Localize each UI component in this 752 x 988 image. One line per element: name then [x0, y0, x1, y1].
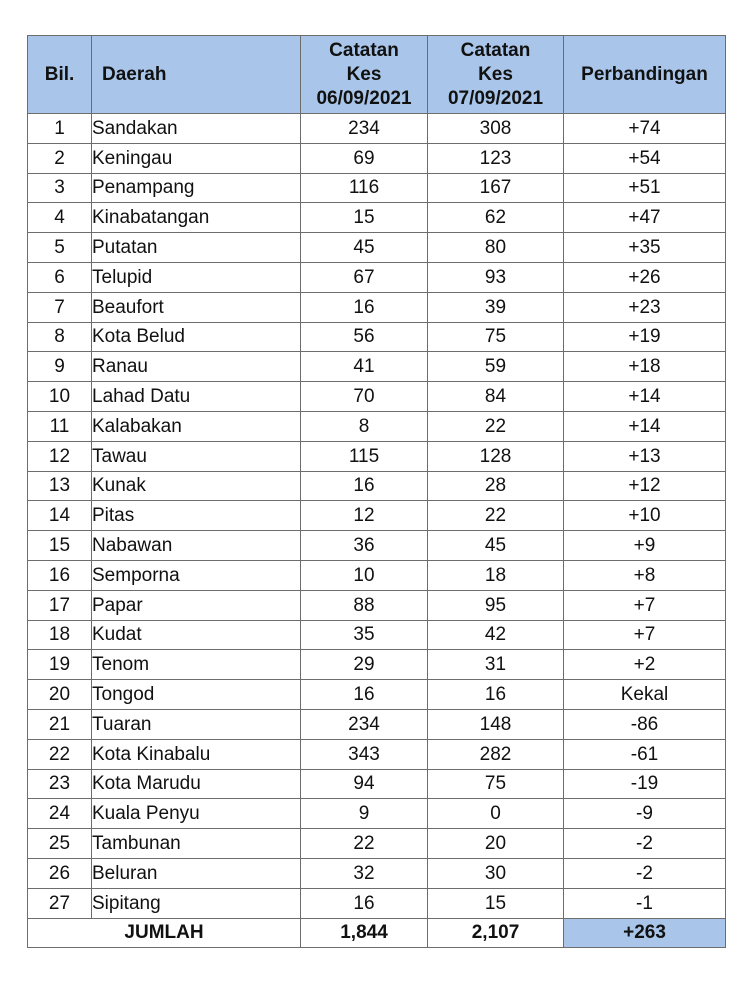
- table-header: [28, 36, 726, 114]
- cell-daerah: Tawau: [92, 441, 301, 471]
- cell-kes-07-09: 59: [428, 352, 564, 382]
- cell-kes-07-09: 28: [428, 471, 564, 501]
- cell-daerah: Ranau: [92, 352, 301, 382]
- header-kes-07-09-line2: Kes: [478, 63, 513, 85]
- table-row: [28, 233, 726, 263]
- cell-daerah: Kunak: [92, 471, 301, 501]
- cell-bil: 27: [28, 888, 92, 918]
- table-body: [28, 114, 726, 919]
- cell-kes-07-09: 75: [428, 322, 564, 352]
- cell-bil: 5: [28, 233, 92, 263]
- cell-kes-07-09: 148: [428, 709, 564, 739]
- cell-bil: 11: [28, 411, 92, 441]
- table-row: [28, 620, 726, 650]
- cell-kes-06-09: 29: [301, 650, 428, 680]
- cell-kes-06-09: 22: [301, 829, 428, 859]
- cell-kes-07-09: 22: [428, 501, 564, 531]
- header-bil: Bil.: [28, 36, 92, 114]
- header-kes-07-09: [428, 36, 564, 114]
- header-kes-07-09-line3: 07/09/2021: [447, 87, 544, 109]
- cell-daerah: Beluran: [92, 858, 301, 888]
- cell-perbandingan: +74: [564, 114, 726, 144]
- cell-kes-06-09: 10: [301, 560, 428, 590]
- cell-daerah: Semporna: [92, 560, 301, 590]
- cell-bil: 8: [28, 322, 92, 352]
- table-row: [28, 441, 726, 471]
- cell-daerah: Tongod: [92, 680, 301, 710]
- total-row: [28, 918, 726, 947]
- cell-perbandingan: +47: [564, 203, 726, 233]
- table-row: [28, 322, 726, 352]
- cell-bil: 12: [28, 441, 92, 471]
- cell-bil: 13: [28, 471, 92, 501]
- table-row: [28, 888, 726, 918]
- total-kes-06-09: 1,844: [301, 918, 428, 947]
- cell-kes-07-09: 84: [428, 382, 564, 412]
- cell-kes-06-09: 45: [301, 233, 428, 263]
- table-row: [28, 203, 726, 233]
- header-perbandingan: Perbandingan: [564, 36, 726, 114]
- table-row: [28, 680, 726, 710]
- cell-kes-07-09: 45: [428, 531, 564, 561]
- cell-kes-07-09: 167: [428, 173, 564, 203]
- total-label: JUMLAH: [28, 918, 301, 947]
- cell-bil: 9: [28, 352, 92, 382]
- cell-kes-06-09: 343: [301, 739, 428, 769]
- cell-perbandingan: -2: [564, 829, 726, 859]
- table-row: [28, 650, 726, 680]
- cell-bil: 18: [28, 620, 92, 650]
- cell-bil: 6: [28, 262, 92, 292]
- table-row: [28, 143, 726, 173]
- table-row: [28, 709, 726, 739]
- cell-perbandingan: +23: [564, 292, 726, 322]
- table-row: [28, 382, 726, 412]
- cell-kes-07-09: 123: [428, 143, 564, 173]
- cell-perbandingan: -2: [564, 858, 726, 888]
- cell-daerah: Kinabatangan: [92, 203, 301, 233]
- cell-kes-07-09: 42: [428, 620, 564, 650]
- cell-bil: 4: [28, 203, 92, 233]
- cell-perbandingan: -19: [564, 769, 726, 799]
- cell-bil: 14: [28, 501, 92, 531]
- table-row: [28, 173, 726, 203]
- cell-bil: 2: [28, 143, 92, 173]
- cell-bil: 26: [28, 858, 92, 888]
- cell-kes-07-09: 75: [428, 769, 564, 799]
- header-kes-06-09-line2: Kes: [346, 63, 382, 85]
- cell-kes-06-09: 16: [301, 292, 428, 322]
- header-kes-06-09-line1: Catatan: [329, 39, 399, 61]
- cell-kes-06-09: 32: [301, 858, 428, 888]
- cell-kes-06-09: 69: [301, 143, 428, 173]
- cell-bil: 15: [28, 531, 92, 561]
- cell-kes-07-09: 128: [428, 441, 564, 471]
- cell-daerah: Kota Marudu: [92, 769, 301, 799]
- cell-kes-06-09: 35: [301, 620, 428, 650]
- table-row: [28, 262, 726, 292]
- cell-perbandingan: -1: [564, 888, 726, 918]
- cell-bil: 7: [28, 292, 92, 322]
- cell-kes-07-09: 18: [428, 560, 564, 590]
- cell-daerah: Papar: [92, 590, 301, 620]
- cell-bil: 23: [28, 769, 92, 799]
- cell-kes-06-09: 8: [301, 411, 428, 441]
- cell-kes-07-09: 16: [428, 680, 564, 710]
- cell-perbandingan: +7: [564, 620, 726, 650]
- cell-kes-06-09: 12: [301, 501, 428, 531]
- cell-kes-06-09: 15: [301, 203, 428, 233]
- cell-bil: 24: [28, 799, 92, 829]
- cell-bil: 3: [28, 173, 92, 203]
- cell-perbandingan: +14: [564, 382, 726, 412]
- cell-perbandingan: +9: [564, 531, 726, 561]
- cell-kes-07-09: 15: [428, 888, 564, 918]
- table-row: [28, 829, 726, 859]
- cell-daerah: Tuaran: [92, 709, 301, 739]
- cell-daerah: Nabawan: [92, 531, 301, 561]
- cell-kes-06-09: 115: [301, 441, 428, 471]
- cell-daerah: Kota Belud: [92, 322, 301, 352]
- cell-kes-07-09: 20: [428, 829, 564, 859]
- cell-perbandingan: +10: [564, 501, 726, 531]
- cell-perbandingan: -86: [564, 709, 726, 739]
- table-row: [28, 560, 726, 590]
- cell-kes-06-09: 67: [301, 262, 428, 292]
- cell-kes-06-09: 88: [301, 590, 428, 620]
- table-row: [28, 501, 726, 531]
- cell-kes-06-09: 16: [301, 680, 428, 710]
- table-row: [28, 471, 726, 501]
- cell-kes-07-09: 95: [428, 590, 564, 620]
- table-row: [28, 739, 726, 769]
- cell-bil: 20: [28, 680, 92, 710]
- header-kes-07-09-line1: Catatan: [460, 39, 531, 61]
- cell-bil: 19: [28, 650, 92, 680]
- cell-daerah: Beaufort: [92, 292, 301, 322]
- table-row: [28, 352, 726, 382]
- cell-kes-07-09: 80: [428, 233, 564, 263]
- cell-kes-06-09: 41: [301, 352, 428, 382]
- cases-table: [27, 35, 726, 948]
- cell-kes-06-09: 16: [301, 471, 428, 501]
- table-row: [28, 858, 726, 888]
- cell-daerah: Penampang: [92, 173, 301, 203]
- cell-bil: 21: [28, 709, 92, 739]
- cell-kes-07-09: 22: [428, 411, 564, 441]
- table-footer: [28, 918, 726, 947]
- cell-kes-07-09: 93: [428, 262, 564, 292]
- cell-kes-07-09: 30: [428, 858, 564, 888]
- cell-daerah: Pitas: [92, 501, 301, 531]
- cell-perbandingan: +13: [564, 441, 726, 471]
- table-row: [28, 411, 726, 441]
- cell-daerah: Tambunan: [92, 829, 301, 859]
- cell-bil: 16: [28, 560, 92, 590]
- table-row: [28, 292, 726, 322]
- cell-perbandingan: +18: [564, 352, 726, 382]
- cell-kes-07-09: 62: [428, 203, 564, 233]
- cell-kes-07-09: 0: [428, 799, 564, 829]
- cell-daerah: Putatan: [92, 233, 301, 263]
- cell-daerah: Lahad Datu: [92, 382, 301, 412]
- cell-kes-06-09: 56: [301, 322, 428, 352]
- cell-kes-06-09: 70: [301, 382, 428, 412]
- cell-daerah: Kudat: [92, 620, 301, 650]
- cell-perbandingan: +7: [564, 590, 726, 620]
- header-row: [28, 36, 726, 114]
- cell-bil: 10: [28, 382, 92, 412]
- cell-kes-06-09: 9: [301, 799, 428, 829]
- header-kes-06-09-line3: 06/09/2021: [316, 87, 412, 109]
- cell-perbandingan: +12: [564, 471, 726, 501]
- cell-perbandingan: Kekal: [564, 680, 726, 710]
- cell-perbandingan: -9: [564, 799, 726, 829]
- cell-daerah: Kalabakan: [92, 411, 301, 441]
- table-row: [28, 769, 726, 799]
- table-row: [28, 799, 726, 829]
- cell-daerah: Telupid: [92, 262, 301, 292]
- cell-kes-07-09: 31: [428, 650, 564, 680]
- cell-bil: 25: [28, 829, 92, 859]
- cell-perbandingan: +8: [564, 560, 726, 590]
- cell-perbandingan: +2: [564, 650, 726, 680]
- cell-kes-07-09: 282: [428, 739, 564, 769]
- cell-perbandingan: +14: [564, 411, 726, 441]
- cell-kes-06-09: 94: [301, 769, 428, 799]
- cell-kes-06-09: 16: [301, 888, 428, 918]
- cell-kes-06-09: 116: [301, 173, 428, 203]
- cell-perbandingan: +26: [564, 262, 726, 292]
- cell-perbandingan: +51: [564, 173, 726, 203]
- cell-perbandingan: +54: [564, 143, 726, 173]
- cell-daerah: Sipitang: [92, 888, 301, 918]
- table-row: [28, 531, 726, 561]
- cell-daerah: Tenom: [92, 650, 301, 680]
- table-row: [28, 114, 726, 144]
- cell-perbandingan: +35: [564, 233, 726, 263]
- cell-daerah: Kota Kinabalu: [92, 739, 301, 769]
- total-kes-07-09: 2,107: [428, 918, 564, 947]
- cell-perbandingan: -61: [564, 739, 726, 769]
- cell-perbandingan: +19: [564, 322, 726, 352]
- cell-kes-06-09: 234: [301, 114, 428, 144]
- cell-kes-06-09: 36: [301, 531, 428, 561]
- table-row: [28, 590, 726, 620]
- cell-kes-06-09: 234: [301, 709, 428, 739]
- cell-kes-07-09: 308: [428, 114, 564, 144]
- total-perbandingan: +263: [564, 918, 726, 947]
- header-daerah: Daerah: [92, 36, 301, 114]
- header-kes-06-09: [301, 36, 428, 114]
- cell-daerah: Kuala Penyu: [92, 799, 301, 829]
- cell-kes-07-09: 39: [428, 292, 564, 322]
- cell-daerah: Sandakan: [92, 114, 301, 144]
- cell-daerah: Keningau: [92, 143, 301, 173]
- cell-bil: 22: [28, 739, 92, 769]
- cell-bil: 1: [28, 114, 92, 144]
- cell-bil: 17: [28, 590, 92, 620]
